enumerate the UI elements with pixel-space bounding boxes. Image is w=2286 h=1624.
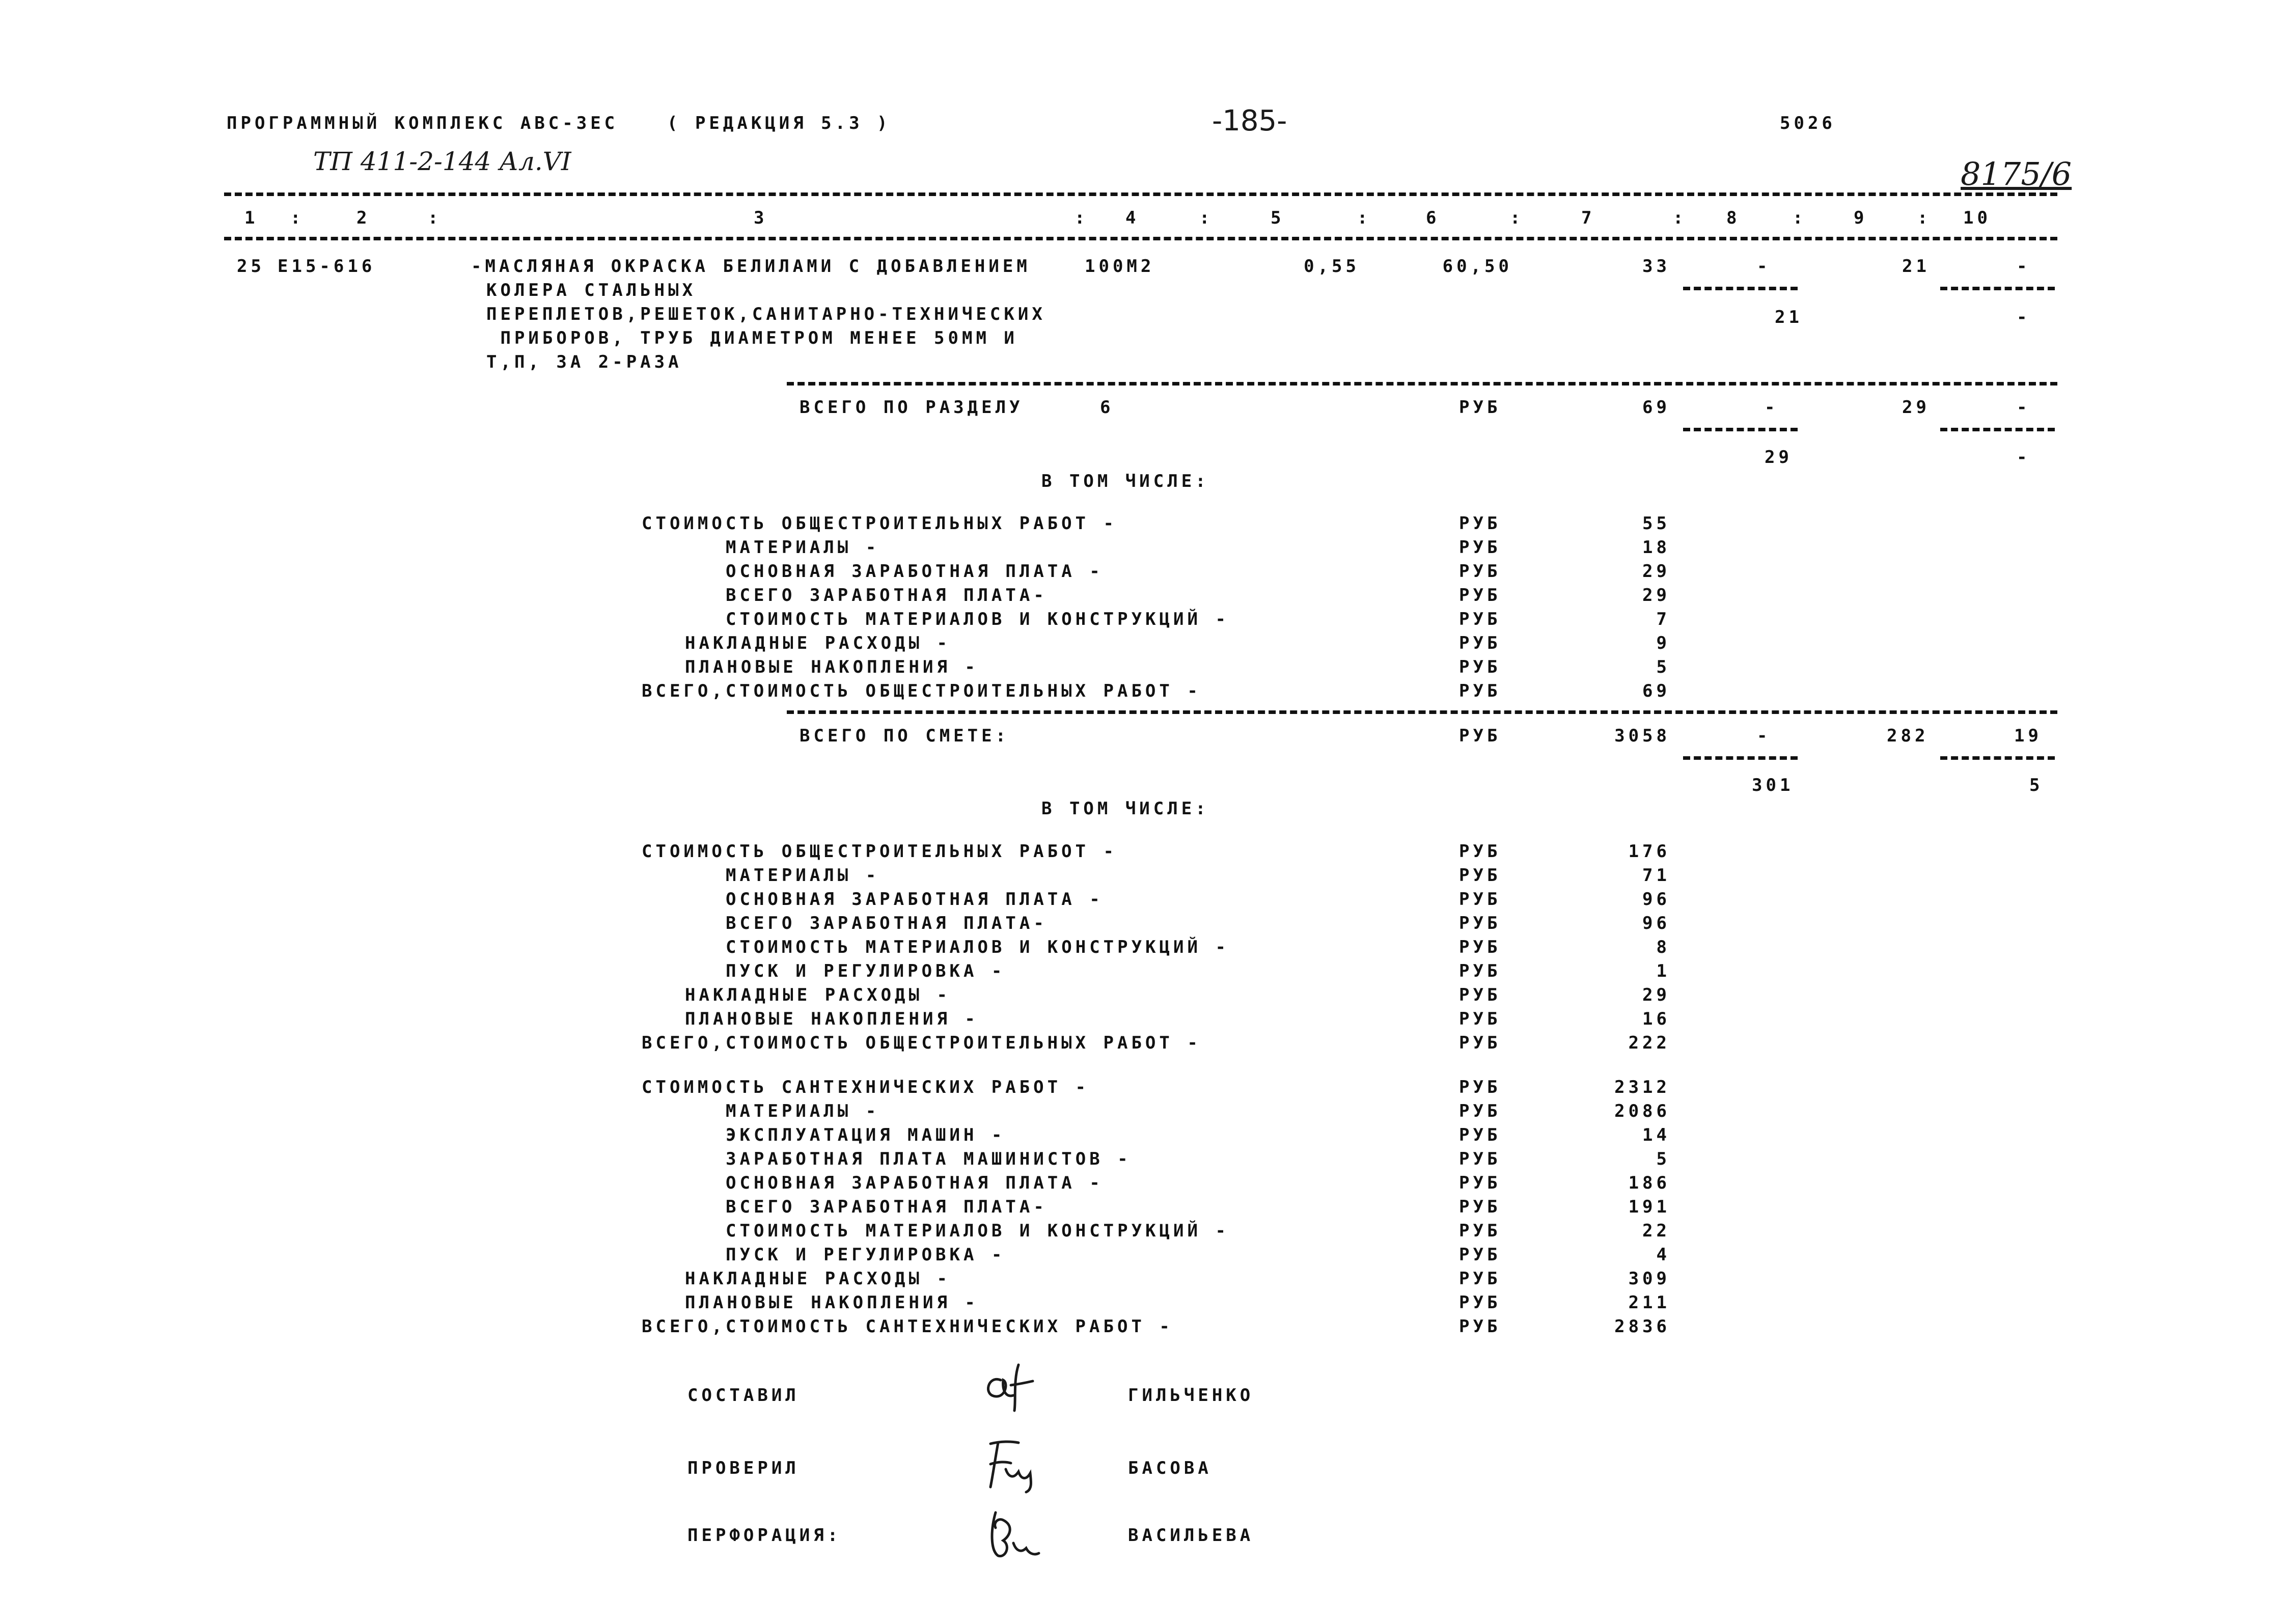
- signature-name: ГИЛЬЧЕНКО: [1128, 1385, 1254, 1406]
- item-col5: 0,55: [1304, 256, 1360, 277]
- breakdown-unit: РУБ: [1459, 865, 1501, 886]
- signature-name: ВАСИЛЬЕВА: [1128, 1525, 1254, 1546]
- item-unit: 100М2: [1085, 256, 1155, 277]
- breakdown-value: 29: [1642, 561, 1670, 582]
- item-col9: 21: [1902, 256, 1930, 277]
- item-code: Е15-616: [278, 256, 376, 277]
- breakdown-unit: РУБ: [1459, 1245, 1501, 1265]
- signature-scribble: [975, 1434, 1046, 1495]
- col-header: 9: [1854, 208, 1868, 228]
- breakdown-label: СТОИМОСТЬ МАТЕРИАЛОВ И КОНСТРУКЦИЙ -: [726, 609, 1229, 629]
- breakdown-label: СТОИМОСТЬ ОБЩЕСТРОИТЕЛЬНЫХ РАБОТ -: [642, 513, 1117, 534]
- col-header-sep: :: [1075, 208, 1089, 228]
- signature-scribble: [975, 1505, 1052, 1566]
- item-col6: 60,50: [1442, 256, 1512, 277]
- breakdown-label: ПУСК И РЕГУЛИРОВКА -: [726, 1245, 1006, 1265]
- breakdown-value: 186: [1628, 1173, 1670, 1193]
- col-header: 6: [1426, 208, 1440, 228]
- breakdown-label: СТОИМОСТЬ МАТЕРИАЛОВ И КОНСТРУКЦИЙ -: [726, 937, 1229, 957]
- breakdown-label: ПЛАНОВЫЕ НАКОПЛЕНИЯ -: [685, 1292, 979, 1313]
- breakdown-label: МАТЕРИАЛЫ -: [726, 1101, 880, 1121]
- including-label: В ТОМ ЧИСЛЕ:: [1041, 799, 1209, 819]
- item-description-line: -МАСЛЯНАЯ ОКРАСКА БЕЛИЛАМИ С ДОБАВЛЕНИЕМ: [471, 256, 1031, 277]
- document-code: 5026: [1780, 113, 1836, 133]
- estimate-total-col10-split: [1940, 756, 2055, 760]
- breakdown-label: ЗАРАБОТНАЯ ПЛАТА МАШИНИСТОВ -: [726, 1149, 1132, 1169]
- breakdown-unit: РУБ: [1459, 1077, 1501, 1097]
- breakdown-unit: РУБ: [1459, 1197, 1501, 1217]
- breakdown-value: 2312: [1614, 1077, 1670, 1097]
- section-total-col10-lower: -: [2017, 447, 2031, 467]
- breakdown-unit: РУБ: [1459, 1221, 1501, 1241]
- col-header: 5: [1271, 208, 1285, 228]
- breakdown-value: 176: [1628, 841, 1670, 862]
- item-description-line: КОЛЕРА СТАЛЬНЫХ: [486, 280, 697, 300]
- estimate-total-col8: -: [1757, 726, 1771, 746]
- rule-section-total: [787, 382, 2057, 386]
- rule-top: [224, 192, 2057, 196]
- breakdown-unit: РУБ: [1459, 1149, 1501, 1169]
- breakdown-value: 5: [1656, 1149, 1670, 1169]
- col-header: 2: [356, 208, 371, 228]
- breakdown-value: 9: [1656, 633, 1670, 653]
- breakdown-unit: РУБ: [1459, 633, 1501, 653]
- breakdown-value: 69: [1642, 681, 1670, 701]
- col-header-sep: :: [1793, 208, 1807, 228]
- item-col10: -: [2017, 256, 2031, 277]
- breakdown-value: 14: [1642, 1125, 1670, 1145]
- breakdown-unit: РУБ: [1459, 537, 1501, 558]
- signature-role: ПЕРФОРАЦИЯ:: [687, 1525, 842, 1546]
- including-label: В ТОМ ЧИСЛЕ:: [1041, 471, 1209, 491]
- rule-header-bottom: [224, 237, 2057, 240]
- estimate-total-label: ВСЕГО ПО СМЕТЕ:: [800, 726, 1010, 746]
- breakdown-unit: РУБ: [1459, 1173, 1501, 1193]
- breakdown-label: ВСЕГО ЗАРАБОТНАЯ ПЛАТА-: [726, 585, 1048, 605]
- item-description-line: Т,П, ЗА 2-РАЗА: [486, 352, 682, 372]
- estimate-total-col7: 3058: [1614, 726, 1670, 746]
- breakdown-label: НАКЛАДНЫЕ РАСХОДЫ -: [685, 633, 951, 653]
- breakdown-value: 71: [1642, 865, 1670, 886]
- breakdown-value: 8: [1656, 937, 1670, 957]
- breakdown-unit: РУБ: [1459, 609, 1501, 629]
- breakdown-unit: РУБ: [1459, 1101, 1501, 1121]
- breakdown-label: МАТЕРИАЛЫ -: [726, 537, 880, 558]
- section-total-number: 6: [1100, 397, 1114, 418]
- edition-label: ( РЕДАКЦИЯ 5.3 ): [667, 113, 891, 133]
- section-total-unit: РУБ: [1459, 397, 1501, 418]
- signature-role: СОСТАВИЛ: [687, 1385, 800, 1406]
- breakdown-value: 2836: [1614, 1316, 1670, 1337]
- section-total-col10: -: [2017, 397, 2031, 418]
- breakdown-unit: РУБ: [1459, 681, 1501, 701]
- breakdown-label: СТОИМОСТЬ ОБЩЕСТРОИТЕЛЬНЫХ РАБОТ -: [642, 841, 1117, 862]
- item-col10-split: [1940, 287, 2055, 290]
- estimate-total-col9: 282: [1887, 726, 1929, 746]
- breakdown-label: ВСЕГО ЗАРАБОТНАЯ ПЛАТА-: [726, 913, 1048, 933]
- breakdown-value: 96: [1642, 889, 1670, 910]
- breakdown-label: ПЛАНОВЫЕ НАКОПЛЕНИЯ -: [685, 1009, 979, 1029]
- breakdown-value: 4: [1656, 1245, 1670, 1265]
- breakdown-unit: РУБ: [1459, 1292, 1501, 1313]
- item-col8: -: [1757, 256, 1771, 277]
- col-header: 10: [1963, 208, 1991, 228]
- breakdown-label: СТОИМОСТЬ МАТЕРИАЛОВ И КОНСТРУКЦИЙ -: [726, 1221, 1229, 1241]
- breakdown-value: 2086: [1614, 1101, 1670, 1121]
- breakdown-unit: РУБ: [1459, 1009, 1501, 1029]
- col-header: 7: [1581, 208, 1595, 228]
- breakdown-value: 309: [1628, 1269, 1670, 1289]
- col-header-sep: :: [1199, 208, 1214, 228]
- breakdown-label: ВСЕГО,СТОИМОСТЬ ОБЩЕСТРОИТЕЛЬНЫХ РАБОТ -: [642, 1033, 1201, 1053]
- item-col10-lower: -: [2017, 307, 2031, 327]
- breakdown-value: 29: [1642, 585, 1670, 605]
- breakdown-value: 5: [1656, 657, 1670, 677]
- estimate-total-col10-lower: 5: [2029, 775, 2044, 795]
- breakdown-unit: РУБ: [1459, 1125, 1501, 1145]
- breakdown-label: ВСЕГО,СТОИМОСТЬ САНТЕХНИЧЕСКИХ РАБОТ -: [642, 1316, 1173, 1337]
- breakdown-unit: РУБ: [1459, 513, 1501, 534]
- breakdown-label: СТОИМОСТЬ САНТЕХНИЧЕСКИХ РАБОТ -: [642, 1077, 1090, 1097]
- signature-role: ПРОВЕРИЛ: [687, 1458, 800, 1478]
- section-total-col8: -: [1765, 397, 1779, 418]
- breakdown-value: 1: [1656, 961, 1670, 981]
- breakdown-label: МАТЕРИАЛЫ -: [726, 865, 880, 886]
- breakdown-label: ОСНОВНАЯ ЗАРАБОТНАЯ ПЛАТА -: [726, 1173, 1104, 1193]
- breakdown-value: 7: [1656, 609, 1670, 629]
- breakdown-unit: РУБ: [1459, 1316, 1501, 1337]
- col-header-sep: :: [290, 208, 305, 228]
- section-total-col8-lower: 29: [1765, 447, 1793, 467]
- col-header: 8: [1726, 208, 1741, 228]
- breakdown-label: ВСЕГО,СТОИМОСТЬ ОБЩЕСТРОИТЕЛЬНЫХ РАБОТ -: [642, 681, 1201, 701]
- col-header-sep: :: [428, 208, 442, 228]
- breakdown-unit: РУБ: [1459, 841, 1501, 862]
- breakdown-label: НАКЛАДНЫЕ РАСХОДЫ -: [685, 1269, 951, 1289]
- col-header-sep: :: [1510, 208, 1524, 228]
- item-description-line: ПРИБОРОВ, ТРУБ ДИАМЕТРОМ МЕНЕЕ 50ММ И: [486, 328, 1018, 348]
- breakdown-value: 211: [1628, 1292, 1670, 1313]
- col-header: 1: [244, 208, 259, 228]
- page-number: -185-: [1212, 104, 1287, 137]
- estimate-total-unit: РУБ: [1459, 726, 1501, 746]
- breakdown-label: ПУСК И РЕГУЛИРОВКА -: [726, 961, 1006, 981]
- doc-number-handwritten: 8175/6: [1961, 155, 2072, 192]
- item-number: 25: [237, 256, 265, 277]
- breakdown-label: ОСНОВНАЯ ЗАРАБОТНАЯ ПЛАТА -: [726, 889, 1104, 910]
- breakdown-value: 96: [1642, 913, 1670, 933]
- item-col8-lower: 21: [1775, 307, 1803, 327]
- breakdown-unit: РУБ: [1459, 561, 1501, 582]
- col-header-sep: :: [1357, 208, 1371, 228]
- breakdown-unit: РУБ: [1459, 961, 1501, 981]
- estimate-total-col10: 19: [2014, 726, 2042, 746]
- breakdown-value: 191: [1628, 1197, 1670, 1217]
- breakdown-value: 29: [1642, 985, 1670, 1005]
- breakdown-unit: РУБ: [1459, 1033, 1501, 1053]
- estimate-total-col8-split: [1683, 756, 1798, 760]
- signature-scribble: [978, 1360, 1044, 1416]
- section-total-col8-split: [1683, 428, 1798, 431]
- project-handwritten: ТП 411-2-144 Ал.VI: [313, 147, 571, 176]
- breakdown-value: 16: [1642, 1009, 1670, 1029]
- breakdown-label: ВСЕГО ЗАРАБОТНАЯ ПЛАТА-: [726, 1197, 1048, 1217]
- breakdown-unit: РУБ: [1459, 889, 1501, 910]
- breakdown-label: НАКЛАДНЫЕ РАСХОДЫ -: [685, 985, 951, 1005]
- program-name: ПРОГРАММНЫЙ КОМПЛЕКС АВС-ЗЕС: [227, 113, 619, 133]
- signature-name: БАСОВА: [1128, 1458, 1212, 1478]
- col-header-sep: :: [1917, 208, 1932, 228]
- section-total-col9: 29: [1902, 397, 1930, 418]
- breakdown-unit: РУБ: [1459, 657, 1501, 677]
- section-total-col7: 69: [1642, 397, 1670, 418]
- breakdown-unit: РУБ: [1459, 585, 1501, 605]
- breakdown-label: ПЛАНОВЫЕ НАКОПЛЕНИЯ -: [685, 657, 979, 677]
- rule-estimate-total: [787, 710, 2057, 714]
- estimate-total-col8-lower: 301: [1752, 775, 1794, 795]
- section-total-label: ВСЕГО ПО РАЗДЕЛУ: [800, 397, 1024, 418]
- section-total-col10-split: [1940, 428, 2055, 431]
- breakdown-value: 222: [1628, 1033, 1670, 1053]
- breakdown-unit: РУБ: [1459, 985, 1501, 1005]
- item-description-line: ПЕРЕПЛЕТОВ,РЕШЕТОК,САНИТАРНО-ТЕХНИЧЕСКИХ: [486, 304, 1046, 324]
- breakdown-unit: РУБ: [1459, 1269, 1501, 1289]
- breakdown-label: ОСНОВНАЯ ЗАРАБОТНАЯ ПЛАТА -: [726, 561, 1104, 582]
- col-header: 3: [754, 208, 768, 228]
- breakdown-value: 22: [1642, 1221, 1670, 1241]
- col-header-sep: :: [1673, 208, 1687, 228]
- breakdown-unit: РУБ: [1459, 937, 1501, 957]
- breakdown-unit: РУБ: [1459, 913, 1501, 933]
- item-col7: 33: [1642, 256, 1670, 277]
- breakdown-value: 18: [1642, 537, 1670, 558]
- item-col8-split: [1683, 287, 1798, 290]
- col-header: 4: [1125, 208, 1140, 228]
- breakdown-value: 55: [1642, 513, 1670, 534]
- breakdown-label: ЭКСПЛУАТАЦИЯ МАШИН -: [726, 1125, 1006, 1145]
